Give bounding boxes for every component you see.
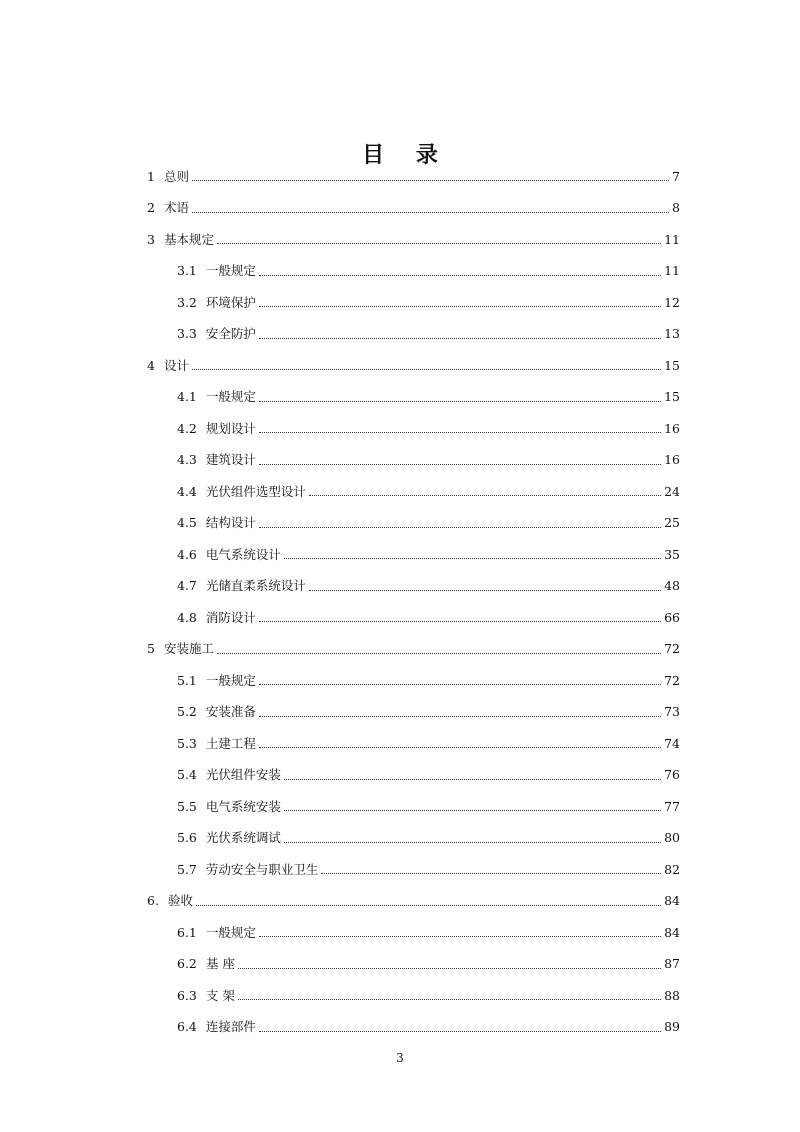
toc-leader-dots <box>309 495 661 496</box>
toc-entry-page: 48 <box>664 578 680 594</box>
toc-entry-title: 总则 <box>163 168 189 184</box>
toc-entry[interactable] <box>0 319 680 351</box>
toc-entry-number: 3 <box>147 231 155 247</box>
toc-entry[interactable] <box>0 917 680 949</box>
toc-entry-title: 设计 <box>163 357 189 373</box>
toc-entry-number: 4.6 <box>177 546 197 562</box>
toc-entry-title: 光伏组件选型设计 <box>205 483 306 499</box>
toc-leader-dots <box>192 180 669 181</box>
toc-entry-title: 一般规定 <box>205 389 256 405</box>
toc-entry-title: 安全防护 <box>205 326 256 342</box>
toc-leader-dots <box>196 905 661 906</box>
toc-entry-page: 72 <box>664 672 680 688</box>
toc-entry-number: 5.2 <box>177 704 197 720</box>
table-of-contents <box>0 161 800 1043</box>
toc-entry-title: 光伏组件安装 <box>205 767 281 783</box>
toc-entry-number: 6. <box>147 893 159 909</box>
toc-entry-title: 一般规定 <box>205 672 256 688</box>
toc-entry-title: 基 座 <box>205 956 235 972</box>
toc-entry-title: 一般规定 <box>205 263 256 279</box>
toc-leader-dots <box>217 243 661 244</box>
toc-entry-page: 76 <box>664 767 680 783</box>
toc-entry[interactable] <box>0 665 680 697</box>
toc-leader-dots <box>259 936 661 937</box>
toc-entry-page: 74 <box>664 735 680 751</box>
toc-entry[interactable] <box>0 791 680 823</box>
toc-entry-title: 电气系统设计 <box>205 546 281 562</box>
toc-entry-title: 消防设计 <box>205 609 256 625</box>
toc-entry-number: 3.2 <box>177 294 197 310</box>
toc-entry-page: 13 <box>664 326 680 342</box>
toc-entry[interactable] <box>0 382 680 414</box>
toc-entry-number: 5.4 <box>177 767 197 783</box>
toc-entry[interactable] <box>0 476 680 508</box>
toc-entry-number: 5.1 <box>177 672 197 688</box>
toc-entry[interactable] <box>0 697 680 729</box>
toc-entry-title: 一般规定 <box>205 924 256 940</box>
toc-entry-number: 4 <box>147 357 155 373</box>
toc-entry-title: 安装准备 <box>205 704 256 720</box>
toc-entry-number: 1 <box>147 168 155 184</box>
toc-entry-title: 术语 <box>163 200 189 216</box>
toc-entry[interactable] <box>0 634 680 666</box>
toc-entry-page: 24 <box>664 483 680 499</box>
toc-entry-title: 验收 <box>167 893 193 909</box>
toc-leader-dots <box>192 369 661 370</box>
toc-leader-dots <box>259 716 661 717</box>
toc-leader-dots <box>238 968 661 969</box>
toc-entry[interactable] <box>0 256 680 288</box>
toc-leader-dots <box>259 401 661 402</box>
toc-leader-dots <box>259 527 661 528</box>
toc-entry-page: 15 <box>664 357 680 373</box>
toc-leader-dots <box>284 810 661 811</box>
toc-entry-page: 15 <box>664 389 680 405</box>
toc-entry-number: 4.7 <box>177 578 197 594</box>
toc-entry-title: 支 架 <box>205 987 235 1003</box>
toc-leader-dots <box>259 1031 661 1032</box>
toc-entry-title: 安装施工 <box>163 641 214 657</box>
toc-entry[interactable] <box>0 728 680 760</box>
toc-entry[interactable] <box>0 980 680 1012</box>
toc-entry-page: 7 <box>672 168 680 184</box>
toc-entry-number: 6.1 <box>177 924 197 940</box>
toc-entry[interactable] <box>0 1012 680 1044</box>
toc-leader-dots <box>192 212 669 213</box>
toc-entry[interactable] <box>0 193 680 225</box>
toc-entry[interactable] <box>0 949 680 981</box>
toc-entry[interactable] <box>0 413 680 445</box>
toc-entry-title: 建筑设计 <box>205 452 256 468</box>
toc-leader-dots <box>259 621 661 622</box>
toc-leader-dots <box>284 558 661 559</box>
toc-entry-number: 6.2 <box>177 956 197 972</box>
toc-entry-title: 规划设计 <box>205 420 256 436</box>
toc-entry-page: 11 <box>664 231 680 247</box>
toc-entry[interactable] <box>0 854 680 886</box>
toc-entry-page: 16 <box>664 420 680 436</box>
toc-leader-dots <box>284 842 661 843</box>
toc-leader-dots <box>259 464 661 465</box>
toc-entry-page: 16 <box>664 452 680 468</box>
toc-entry-number: 3.3 <box>177 326 197 342</box>
toc-entry-title: 光伏系统调试 <box>205 830 281 846</box>
toc-entry[interactable] <box>0 539 680 571</box>
toc-entry-page: 82 <box>664 861 680 877</box>
toc-entry-title: 光储直柔系统设计 <box>205 578 306 594</box>
toc-entry-page: 35 <box>664 546 680 562</box>
toc-entry-number: 4.4 <box>177 483 197 499</box>
toc-entry-number: 6.3 <box>177 987 197 1003</box>
toc-leader-dots <box>259 747 661 748</box>
toc-leader-dots <box>259 275 661 276</box>
toc-entry-page: 66 <box>664 609 680 625</box>
toc-entry-title: 劳动安全与职业卫生 <box>205 861 319 877</box>
toc-entry-page: 11 <box>664 263 680 279</box>
toc-entry-page: 87 <box>664 956 680 972</box>
toc-entry[interactable] <box>0 224 680 256</box>
toc-entry-number: 4.1 <box>177 389 197 405</box>
toc-leader-dots <box>309 590 661 591</box>
toc-entry[interactable] <box>0 886 680 918</box>
toc-entry[interactable] <box>0 823 680 855</box>
toc-entry-number: 5 <box>147 641 155 657</box>
toc-leader-dots <box>259 432 661 433</box>
toc-entry-page: 72 <box>664 641 680 657</box>
toc-entry-number: 4.5 <box>177 515 197 531</box>
toc-entry[interactable] <box>0 760 680 792</box>
toc-entry-title: 环境保护 <box>205 294 256 310</box>
toc-entry[interactable] <box>0 445 680 477</box>
toc-entry-number: 2 <box>147 200 155 216</box>
toc-leader-dots <box>259 306 661 307</box>
toc-entry[interactable] <box>0 161 680 193</box>
toc-entry[interactable] <box>0 571 680 603</box>
toc-entry[interactable] <box>0 287 680 319</box>
toc-entry-number: 6.4 <box>177 1019 197 1035</box>
toc-leader-dots <box>284 779 661 780</box>
toc-entry-number: 3.1 <box>177 263 197 279</box>
toc-entry-title: 基本规定 <box>163 231 214 247</box>
toc-entry-page: 77 <box>664 798 680 814</box>
toc-entry-number: 4.8 <box>177 609 197 625</box>
toc-entry[interactable] <box>0 350 680 382</box>
toc-entry-title: 连接部件 <box>205 1019 256 1035</box>
toc-leader-dots <box>217 653 661 654</box>
toc-entry-number: 5.3 <box>177 735 197 751</box>
toc-entry-number: 5.6 <box>177 830 197 846</box>
toc-entry-page: 12 <box>664 294 680 310</box>
toc-entry[interactable] <box>0 508 680 540</box>
toc-leader-dots <box>259 684 661 685</box>
toc-leader-dots <box>259 338 661 339</box>
page-number: 3 <box>396 1051 404 1065</box>
toc-entry-number: 5.5 <box>177 798 197 814</box>
toc-entry-page: 84 <box>664 924 680 940</box>
page-title: 目 录 <box>362 141 450 168</box>
toc-entry-page: 89 <box>664 1019 680 1035</box>
toc-entry-page: 25 <box>664 515 680 531</box>
toc-entry-title: 电气系统安装 <box>205 798 281 814</box>
toc-entry-page: 73 <box>664 704 680 720</box>
toc-entry-number: 5.7 <box>177 861 197 877</box>
toc-leader-dots <box>321 873 661 874</box>
toc-entry-page: 88 <box>664 987 680 1003</box>
toc-entry[interactable] <box>0 602 680 634</box>
toc-entry-number: 4.2 <box>177 420 197 436</box>
toc-entry-page: 84 <box>664 893 680 909</box>
toc-entry-number: 4.3 <box>177 452 197 468</box>
toc-entry-title: 土建工程 <box>205 735 256 751</box>
toc-entry-page: 8 <box>672 200 680 216</box>
toc-entry-page: 80 <box>664 830 680 846</box>
toc-entry-title: 结构设计 <box>205 515 256 531</box>
toc-leader-dots <box>238 999 661 1000</box>
